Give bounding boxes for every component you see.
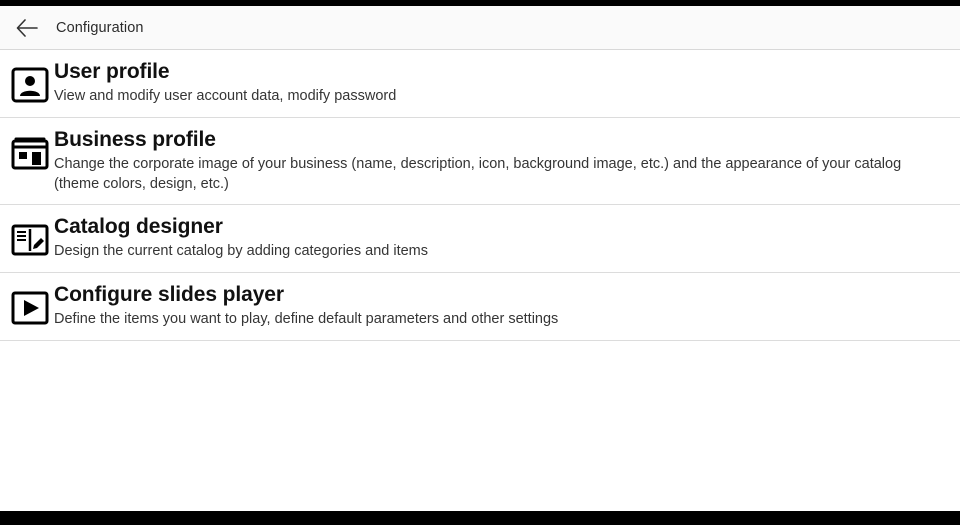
list-item-description: Define the items you want to play, define default parameters and other settings xyxy=(54,311,559,327)
app-window xyxy=(0,6,960,511)
store-front-icon xyxy=(8,131,52,175)
list-item-catalog-designer[interactable] xyxy=(0,205,960,273)
list-item-text xyxy=(52,59,950,106)
list-item-text xyxy=(52,127,950,194)
user-account-icon xyxy=(8,63,52,107)
list-item-configure-slides-player[interactable] xyxy=(0,273,960,341)
bottom-black-bar xyxy=(0,511,960,525)
empty-list-space xyxy=(0,341,960,511)
list-item-description: Design the current catalog by adding categories and items xyxy=(54,243,428,259)
list-item-title: Catalog designer xyxy=(54,215,223,238)
back-arrow-icon[interactable] xyxy=(14,15,40,41)
app-bar xyxy=(0,6,960,50)
play-triangle-icon xyxy=(8,286,52,330)
book-edit-icon xyxy=(8,218,52,262)
list-item-business-profile[interactable] xyxy=(0,118,960,205)
list-item-title: Business profile xyxy=(54,128,216,151)
list-item-description: View and modify user account data, modify password xyxy=(54,88,397,104)
list-item-title: User profile xyxy=(54,60,170,83)
list-item-user-profile[interactable] xyxy=(0,50,960,118)
list-item-description: Change the corporate image of your business (name, description, icon, background image, etc.) and the appearance of your catalog (theme colors, design, etc.) xyxy=(54,156,902,192)
list-item-text xyxy=(52,214,950,261)
list-item-title: Configure slides player xyxy=(54,283,284,306)
settings-list xyxy=(0,50,960,511)
list-item-text xyxy=(52,282,950,329)
page-title: Configuration xyxy=(56,19,144,36)
